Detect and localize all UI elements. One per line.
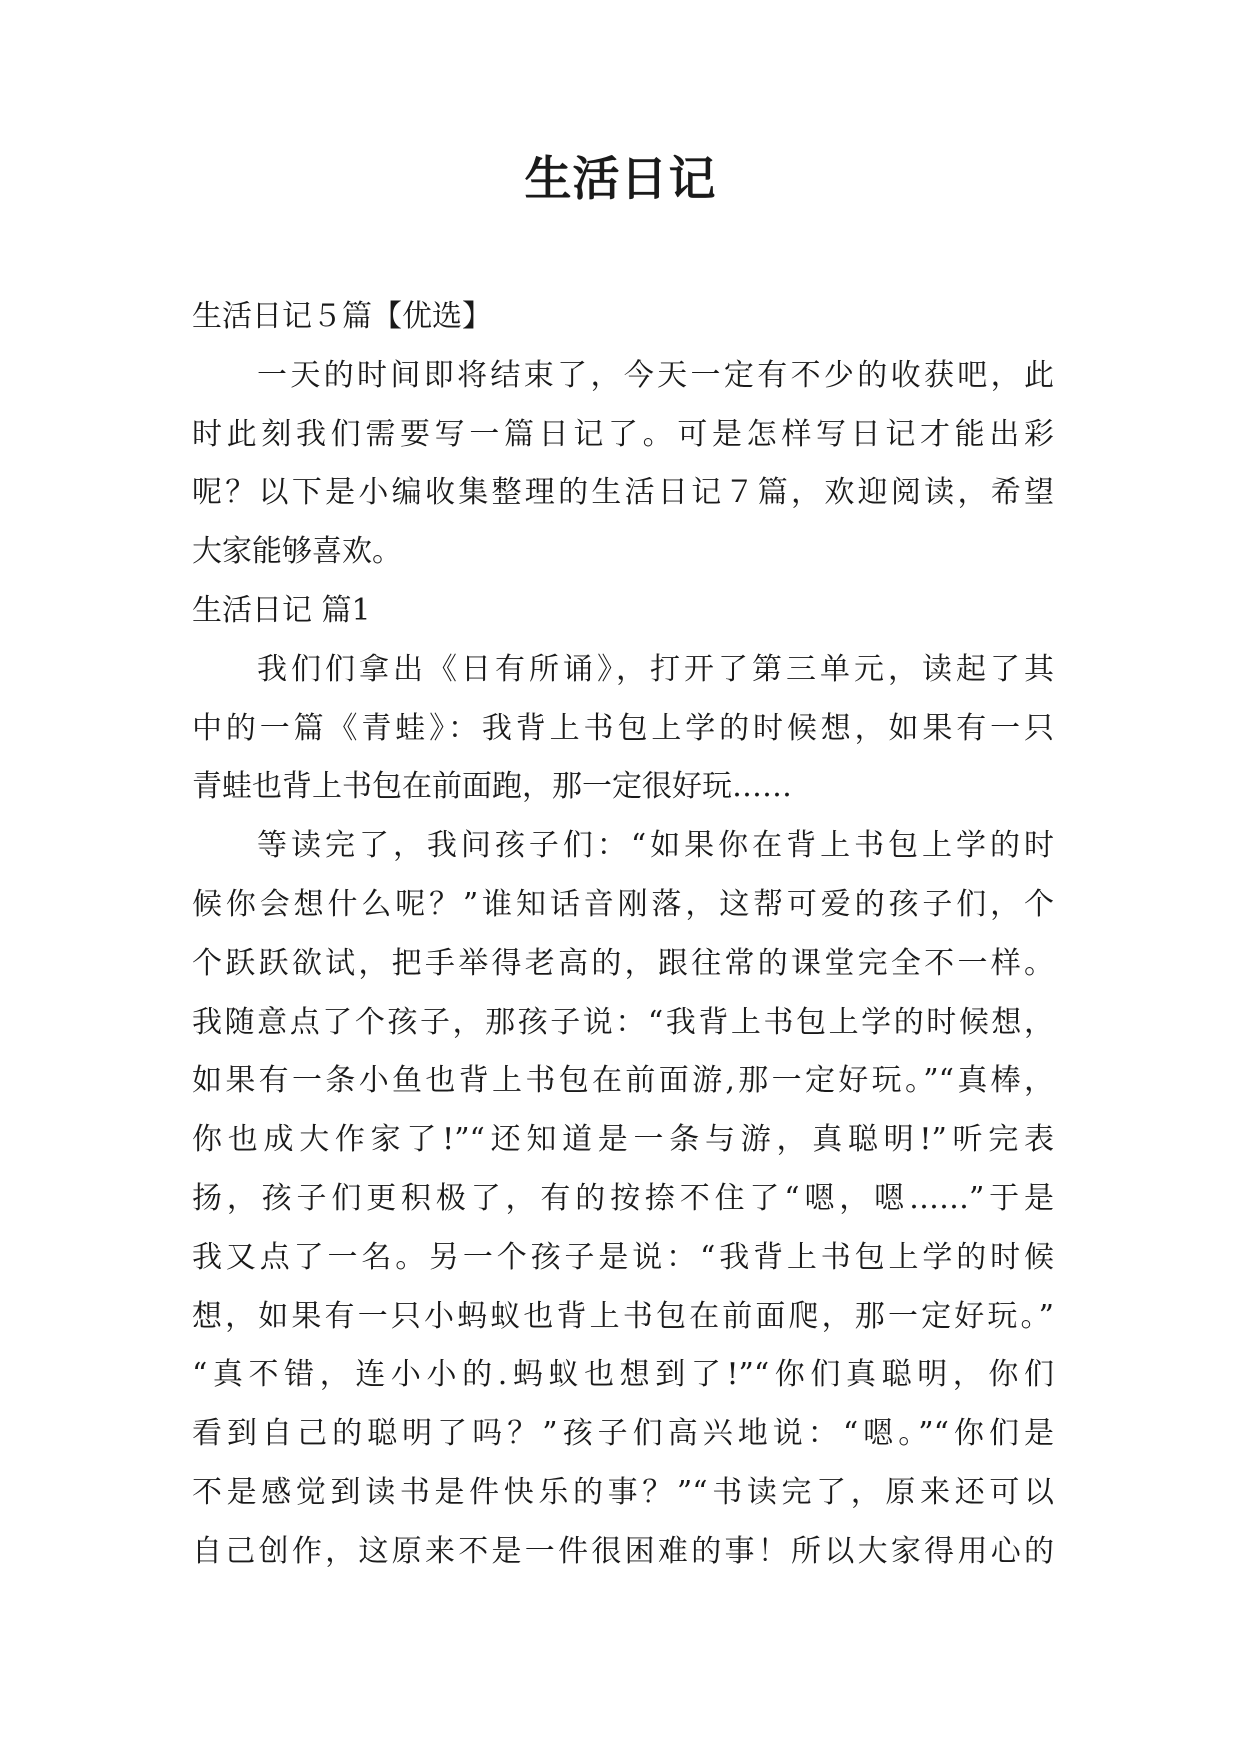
text-line: 生活日记 篇1 [192,592,371,628]
text-line: 等读完了，我问孩子们：“如果你在背上书包上学的时 [257,828,1054,864]
text-line: 我随意点了个孩子，那孩子说：“我背上书包上学的时候想， [192,1004,1054,1040]
text-line: 大家能够喜欢。 [192,534,402,570]
document-body [192,288,1054,1582]
text-line: 不是感觉到读书是件快乐的事？”“书读完了，原来还可以 [192,1474,1054,1510]
text-line: 生活日记５篇【优选】 [192,299,492,334]
text-line: 我又点了一名。另一个孩子是说：“我背上书包上学的时候 [192,1239,1054,1275]
text-line: 呢？以下是小编收集整理的生活日记７篇，欢迎阅读，希望 [192,475,1054,511]
text-line: 你也成大作家了!”“还知道是一条与游，真聪明!”听完表 [192,1122,1054,1158]
text-line: 青蛙也背上书包在前面跑，那一定很好玩…… [192,769,792,805]
text-line: 时此刻我们需要写一篇日记了。可是怎样写日记才能出彩 [192,416,1054,452]
text-line: 候你会想什么呢？”谁知话音刚落，这帮可爱的孩子们，个 [192,886,1054,922]
text-line: 自己创作，这原来不是一件很困难的事！所以大家得用心的 [192,1533,1054,1569]
text-line: 想，如果有一只小蚂蚁也背上书包在前面爬，那一定好玩。” [192,1298,1054,1334]
text-line: 如果有一条小鱼也背上书包在前面游,那一定好玩。”“真棒， [192,1063,1054,1099]
text-line: 扬，孩子们更积极了，有的按捺不住了“嗯，嗯……”于是 [192,1180,1054,1216]
text-line: 个跃跃欲试，把手举得老高的，跟往常的课堂完全不一样。 [192,945,1054,981]
text-line: 中的一篇《青蛙》：我背上书包上学的时候想，如果有一只 [192,710,1054,746]
text-line: 一天的时间即将结束了，今天一定有不少的收获吧，此 [257,357,1054,393]
text-line: 我们们拿出《日有所诵》，打开了第三单元，读起了其 [257,651,1054,687]
text-line: “真不错，连小小的.蚂蚁也想到了!”“你们真聪明，你们 [192,1357,1054,1393]
text-line: 看到自己的聪明了吗？”孩子们高兴地说：“嗯。”“你们是 [192,1416,1054,1452]
document-title: 生活日记 [524,152,717,207]
